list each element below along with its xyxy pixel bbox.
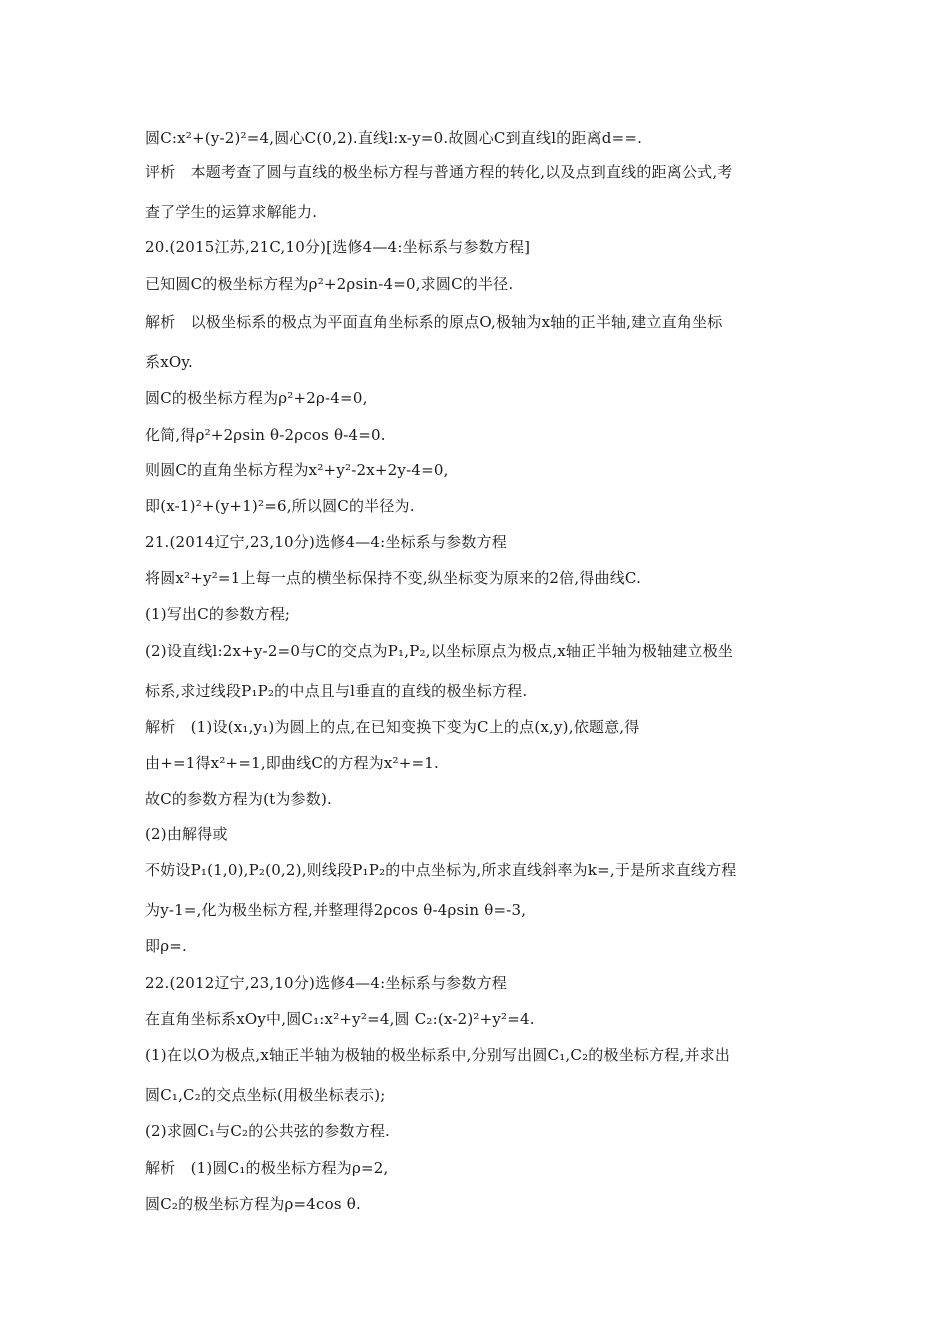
- text-line-20: (2)由解得或: [145, 825, 228, 843]
- text-line-1: 圆C:x²+(y-2)²=4,圆心C(0,2).直线l:x-y=0.故圆心C到直线l的距离d==.: [145, 129, 643, 147]
- text-line-11: 即(x-1)²+(y+1)²=6,所以圆C的半径为.: [145, 497, 415, 515]
- text-line-5: 已知圆C的极坐标方程为ρ²+2ρsin-4=0,求圆C的半径.: [145, 275, 514, 293]
- text-line-14: (1)写出C的参数方程;: [145, 605, 291, 623]
- text-line-21: 不妨设P₁(1,0),P₂(0,2),则线段P₁P₂的中点坐标为,所求直线斜率为k=,于是所求直线方程: [145, 861, 737, 879]
- text-line-27: 圆C₁,C₂的交点坐标(用极坐标表示);: [145, 1086, 386, 1104]
- text-line-7: 系xOy.: [145, 353, 194, 371]
- text-line-6: 解析 以极坐标系的极点为平面直角坐标系的原点O,极轴为x轴的正半轴,建立直角坐标: [145, 313, 723, 331]
- text-line-18: 由+=1得x²+=1,即曲线C的方程为x²+=1.: [145, 754, 439, 772]
- text-line-8: 圆C的极坐标方程为ρ²+2ρ-4=0,: [145, 389, 368, 407]
- text-line-2: 评析 本题考查了圆与直线的极坐标方程与普通方程的转化,以及点到直线的距离公式,考: [145, 163, 733, 181]
- text-line-15: (2)设直线l:2x+y-2=0与C的交点为P₁,P₂,以坐标原点为极点,x轴正半轴为极轴建立极坐: [145, 642, 734, 660]
- text-line-29: 解析 (1)圆C₁的极坐标方程为ρ=2,: [145, 1159, 389, 1177]
- text-line-22: 为y-1=,化为极坐标方程,并整理得2ρcos θ-4ρsin θ=-3,: [145, 901, 527, 919]
- text-line-23: 即ρ=.: [145, 937, 187, 955]
- text-line-30: 圆C₂的极坐标方程为ρ=4cos θ.: [145, 1195, 361, 1213]
- text-line-12: 21.(2014辽宁,23,10分)选修4—4:坐标系与参数方程: [145, 533, 507, 551]
- text-line-10: 则圆C的直角坐标方程为x²+y²-2x+2y-4=0,: [145, 461, 449, 479]
- text-line-17: 解析 (1)设(x₁,y₁)为圆上的点,在已知变换下变为C上的点(x,y),依题意,得: [145, 718, 640, 736]
- text-line-13: 将圆x²+y²=1上每一点的横坐标保持不变,纵坐标变为原来的2倍,得曲线C.: [145, 569, 642, 587]
- text-line-19: 故C的参数方程为(t为参数).: [145, 790, 332, 808]
- text-line-26: (1)在以O为极点,x轴正半轴为极轴的极坐标系中,分别写出圆C₁,C₂的极坐标方程,并求出: [145, 1046, 731, 1064]
- text-line-24: 22.(2012辽宁,23,10分)选修4—4:坐标系与参数方程: [145, 974, 507, 992]
- text-line-16: 标系,求过线段P₁P₂的中点且与l垂直的直线的极坐标方程.: [145, 682, 528, 700]
- text-line-28: (2)求圆C₁与C₂的公共弦的参数方程.: [145, 1122, 390, 1140]
- text-line-3: 查了学生的运算求解能力.: [145, 203, 318, 221]
- text-line-25: 在直角坐标系xOy中,圆C₁:x²+y²=4,圆 C₂:(x-2)²+y²=4.: [145, 1010, 535, 1028]
- text-line-9: 化简,得ρ²+2ρsin θ-2ρcos θ-4=0.: [145, 426, 386, 444]
- text-line-4: 20.(2015江苏,21C,10分)[选修4—4:坐标系与参数方程]: [145, 238, 531, 256]
